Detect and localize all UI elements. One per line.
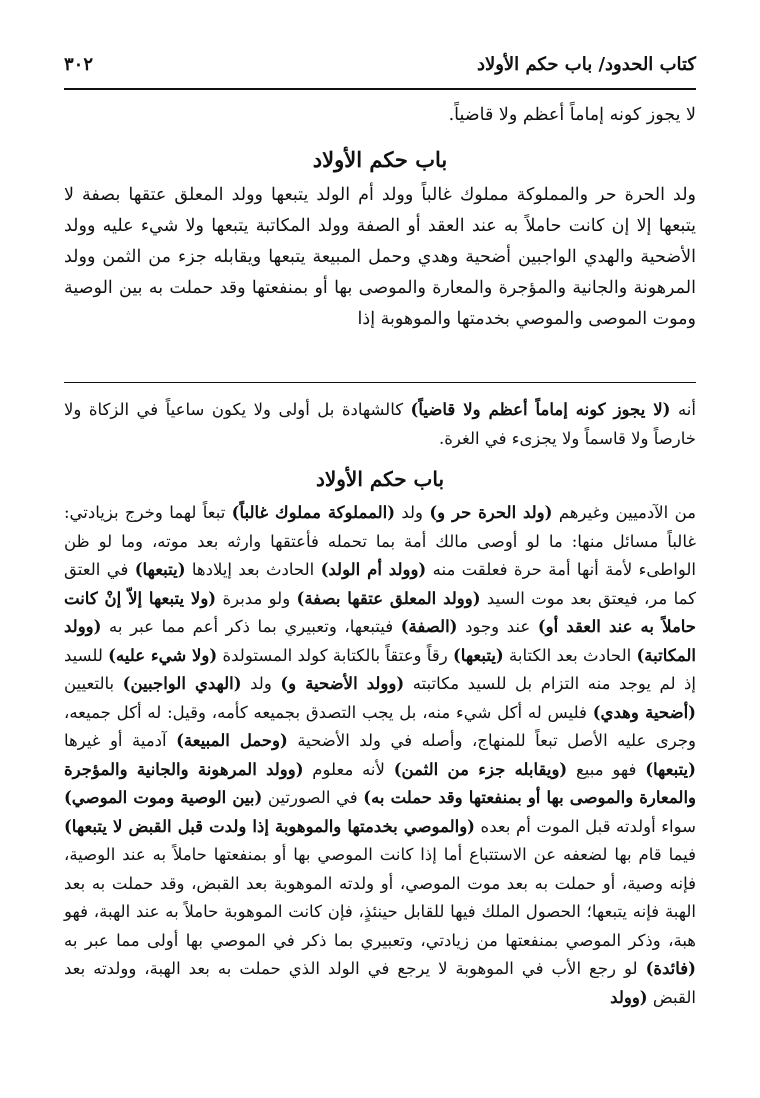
commentary-text: فهو مبيع [567, 759, 646, 779]
quoted-text: (وولد المكاتبة) [64, 617, 696, 665]
quoted-text: (الصفة) [400, 617, 458, 636]
quoted-text: (لا يجوز كونه إماماً أعظم ولا قاضياً) [410, 400, 671, 419]
commentary-heading: باب حكم الأولاد [315, 467, 445, 491]
quoted-text: (ولد الحرة حر و) [429, 503, 553, 522]
quoted-text: (ولا شيء عليه) [108, 645, 218, 665]
chapter-heading: باب حكم الأولاد [312, 147, 448, 172]
commentary-text: ولو مدبرة [216, 588, 297, 608]
commentary-body [64, 499, 696, 1012]
main-text [64, 100, 696, 335]
commentary-text: سواء أولدته قبل الموت أم بعده [474, 816, 696, 836]
quoted-text: (وولد أم الولد) [320, 560, 427, 579]
quoted-text: (المملوكة مملوك غالباً) [231, 503, 395, 522]
page-number: ٣٠٢ [64, 53, 94, 75]
quoted-text: (يتبعها) [134, 560, 186, 579]
quoted-text: (أضحية وهدي) [592, 702, 696, 722]
commentary-text: لأنه معلوم [303, 759, 394, 779]
commentary-text: الحادث بعد الكتابة [503, 645, 637, 665]
quoted-text: (الهدي الواجبين) [122, 674, 242, 693]
intro-line: لا يجوز كونه إماماً أعظم ولا قاضياً. [448, 105, 696, 125]
commentary-text: فليس له أكل شيء منه، بل يجب التصدق بجميعه كأمه، وقيل: له أكل جميعه، وجرى عليه الأصل تبعاً للمنهاج، وأصله في ولد الأضحية [64, 702, 696, 750]
quoted-text: (يتبعها) [452, 645, 504, 665]
header-divider [64, 88, 696, 90]
commentary-text: لو رجع الأب في الموهوبة لا يرجع في الولد الذي حملت به بعد الهبة، وولدته بعد القبض [64, 959, 696, 1007]
commentary-text: من الآدميين وغيرهم [552, 503, 696, 522]
commentary-text: ولد [395, 503, 430, 522]
quoted-text: (فائدة) [645, 959, 696, 978]
commentary-text: أنه [670, 400, 696, 419]
commentary-text: فيما قام بها لضعفه عن الاستتباع أما إذا كانت الموصي بها أو بمنفعتها حاملاً به عند الوصية، فإنه وصية، أو حملت به بعد موت الموصي، أو ولدته الموهوبة بعد القبض، وقد حملت به بعد الهبة فإنه يتبعها؛ الحصول الملك فيها للقابل حينئذٍ، فإن كانت الموهوبة حاملاً به عند الهبة، فهو هبة، وذكر الموصي بمنفعتها من زيادتي، وتعبيري بما ذكر في الموصي بها أولى مما عبر به [64, 845, 696, 950]
quoted-text: (وولد المعلق عتقها بصفة) [296, 588, 481, 608]
commentary-text: ولد [241, 674, 281, 693]
quoted-text: (وولد المرهونة والجانية والمؤجرة والمعارة والموصى بها أو بمنفعتها وقد حملت به) [64, 759, 696, 807]
commentary-text: فيتبعها، وتعبيري بما ذكر أعم مما عبر به [101, 617, 401, 636]
quoted-text: (والموصي بخدمتها والموهوبة إذا ولدت قبل القبض لا يتبعها) [64, 816, 475, 836]
commentary-text: كالشهادة بل أولى ولا يكون ساعياً في الزكاة ولا خارصاً ولا قاسماً ولا يجزىء في الغرة. [64, 400, 696, 448]
main-paragraph: ولد الحرة حر والمملوكة مملوك غالباً وولد أم الولد يتبعها وولد المعلق عتقها بصفة لا يتبعها إلا إن كانت حاملاً به عند العقد أو الصفة وولد المكاتبة يتبعها ولا شيء عليه وولد الأضحية والهدي الواجبين أضحية وهدي وحمل المبيعة يتبعها ويقابله جزء من الثمن وولد المرهونة والجانية والمؤجرة والمعارة والموصى بها أو بمنفعتها وقد حملت به بين الوصية وموت الموصى والموصي بخدمتها والموهوبة إذا [64, 185, 696, 329]
commentary-text: تبعاً لهما وخرج بزيادتي: غالباً مسائل منها: ما لو أوصى مالك أمة بما تحمله فأعتقها وارثه بعد موته، وما لو ظن الواطىء لأمة أنها أمة حرة فعلقت منه [64, 503, 696, 579]
commentary-intro [64, 396, 696, 453]
text-commentary-divider [64, 382, 696, 383]
quoted-text: (بين الوصية وموت الموصي) [64, 788, 263, 807]
commentary-text: بالتعيين [64, 674, 123, 693]
quoted-text: (ويقابله جزء من الثمن) [393, 759, 568, 779]
commentary-text: رقاً وعتقاً بالكتابة كولد المستولدة [217, 645, 453, 665]
commentary-text: الحادث بعد إيلادها [185, 560, 321, 579]
quoted-text: (وولد [610, 987, 648, 1007]
quoted-text: (يتبعها) [645, 759, 696, 779]
commentary-text: عند وجود [457, 617, 538, 636]
commentary [64, 396, 696, 1012]
commentary-text: للسيد إذ لم يوجد منه التزام بل للسيد مكاتبته [64, 645, 696, 693]
commentary-text: في العتق كما مر، فيعتق بعد موت السيد [64, 560, 696, 608]
commentary-text: في الصورتين [262, 788, 364, 807]
running-title: كتاب الحدود/ باب حكم الأولاد [476, 53, 696, 75]
commentary-text: آدمية أو غيرها [64, 731, 177, 750]
quoted-text: (ولا يتبعها إلاّ إنْ كانت حاملاً به عند العقد أو) [64, 588, 697, 636]
quoted-text: (وولد الأضحية و) [280, 674, 405, 693]
page-header [64, 44, 696, 84]
quoted-text: (وحمل المبيعة) [176, 731, 288, 750]
